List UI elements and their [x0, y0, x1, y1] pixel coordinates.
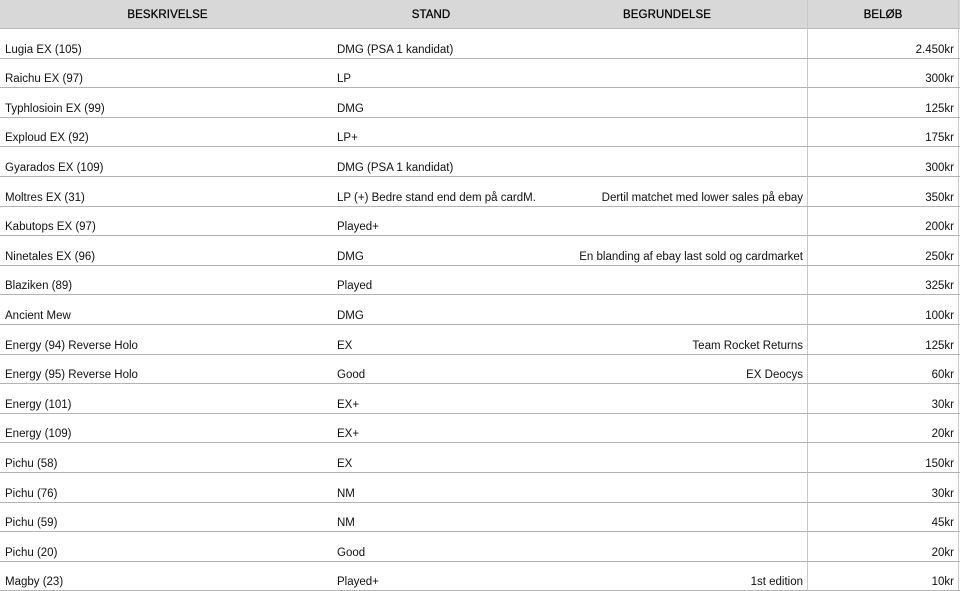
- table-row: [0, 59, 960, 89]
- header-condition[interactable]: STAND: [411, 9, 451, 21]
- table-row: [0, 295, 960, 325]
- cell-description[interactable]: Gyarados EX (109): [5, 161, 104, 174]
- cell-amount[interactable]: 2.450kr: [915, 43, 954, 56]
- cell-condition[interactable]: EX: [337, 457, 353, 470]
- cell-reason[interactable]: [520, 486, 803, 502]
- cell-amount[interactable]: 30kr: [931, 398, 954, 411]
- cell-condition[interactable]: Played+: [337, 576, 379, 589]
- cell-description[interactable]: Ancient Mew: [5, 309, 71, 322]
- cell-description[interactable]: Energy (109): [5, 428, 72, 441]
- cell-amount[interactable]: 325kr: [925, 280, 954, 293]
- cell-amount[interactable]: 175kr: [925, 132, 954, 145]
- cell-reason[interactable]: [520, 71, 803, 87]
- cell-amount[interactable]: 20kr: [931, 428, 954, 441]
- cell-description[interactable]: Moltres EX (31): [5, 191, 85, 204]
- cell-description[interactable]: Blaziken (89): [5, 280, 73, 293]
- cell-reason[interactable]: [520, 160, 803, 176]
- cell-condition[interactable]: LP: [337, 73, 352, 86]
- table-row: [0, 414, 960, 444]
- table-row: [0, 473, 960, 503]
- cell-amount[interactable]: 125kr: [925, 102, 954, 115]
- table-row: [0, 88, 960, 118]
- cell-condition[interactable]: Good: [337, 546, 366, 559]
- cell-amount[interactable]: 60kr: [931, 369, 954, 382]
- table-row: [0, 266, 960, 296]
- cell-description[interactable]: Pichu (20): [5, 546, 58, 559]
- cell-reason[interactable]: [520, 456, 803, 472]
- cell-description[interactable]: Kabutops EX (97): [5, 221, 96, 234]
- cell-amount[interactable]: 100kr: [925, 309, 954, 322]
- cell-description[interactable]: Exploud EX (92): [5, 132, 89, 145]
- cell-condition[interactable]: DMG (PSA 1 kandidat): [337, 161, 454, 174]
- cell-reason[interactable]: [520, 545, 803, 561]
- cell-reason[interactable]: [520, 397, 803, 413]
- cell-condition[interactable]: DMG (PSA 1 kandidat): [337, 43, 454, 56]
- cell-description[interactable]: Lugia EX (105): [5, 43, 82, 56]
- cell-amount[interactable]: 350kr: [925, 191, 954, 204]
- cell-reason[interactable]: Team Rocket Returns: [692, 339, 803, 352]
- table-row: [0, 325, 960, 355]
- cell-description[interactable]: Pichu (59): [5, 517, 58, 530]
- cell-amount[interactable]: 125kr: [925, 339, 954, 352]
- cell-condition[interactable]: Played+: [337, 221, 379, 234]
- table-row: [0, 532, 960, 562]
- table-row: [0, 443, 960, 473]
- cell-description[interactable]: Magby (23): [5, 576, 64, 589]
- cell-reason[interactable]: [520, 278, 803, 294]
- cell-amount[interactable]: 150kr: [925, 457, 954, 470]
- header-amount[interactable]: BELØB: [863, 9, 903, 21]
- cell-reason[interactable]: Dertil matchet med lower sales på ebay: [601, 191, 803, 204]
- cell-reason[interactable]: [520, 515, 803, 531]
- cell-reason[interactable]: [520, 130, 803, 146]
- table-row: [0, 236, 960, 266]
- table-row: [0, 355, 960, 385]
- cell-condition[interactable]: EX+: [337, 428, 360, 441]
- cell-condition[interactable]: Good: [337, 369, 366, 382]
- table-row: [0, 207, 960, 237]
- cell-amount[interactable]: 200kr: [925, 221, 954, 234]
- cell-amount[interactable]: 45kr: [931, 517, 954, 530]
- cell-condition[interactable]: EX+: [337, 398, 360, 411]
- table-row: [0, 177, 960, 207]
- table-row: [0, 562, 960, 591]
- header-reason[interactable]: BEGRUNDELSE: [622, 9, 711, 21]
- cell-condition[interactable]: DMG: [337, 250, 364, 263]
- cell-description[interactable]: Raichu EX (97): [5, 73, 83, 86]
- cell-amount[interactable]: 20kr: [931, 546, 954, 559]
- table-row: [0, 503, 960, 533]
- header-row: [0, 0, 960, 29]
- cell-condition[interactable]: LP (+) Bedre stand end dem på cardM.: [337, 191, 536, 204]
- table-row: [0, 384, 960, 414]
- cell-condition[interactable]: Played: [337, 280, 373, 293]
- cell-amount[interactable]: 300kr: [925, 73, 954, 86]
- table-row: [0, 147, 960, 177]
- cell-amount[interactable]: 250kr: [925, 250, 954, 263]
- cell-reason[interactable]: [520, 426, 803, 442]
- cell-description[interactable]: Ninetales EX (96): [5, 250, 96, 263]
- cell-reason[interactable]: [520, 42, 803, 58]
- table-row: [0, 29, 960, 59]
- cell-amount[interactable]: 30kr: [931, 487, 954, 500]
- cell-description[interactable]: Pichu (76): [5, 487, 58, 500]
- cell-reason[interactable]: [520, 308, 803, 324]
- cell-amount[interactable]: 300kr: [925, 161, 954, 174]
- cell-reason[interactable]: [520, 101, 803, 117]
- cell-amount[interactable]: 10kr: [931, 576, 954, 589]
- table-row: [0, 118, 960, 148]
- cell-reason[interactable]: EX Deocys: [746, 369, 803, 382]
- cell-description[interactable]: Energy (94) Reverse Holo: [5, 339, 138, 352]
- cell-reason[interactable]: En blanding af ebay last sold og cardmarket: [579, 250, 803, 263]
- cell-condition[interactable]: DMG: [337, 309, 364, 322]
- cell-condition[interactable]: LP+: [337, 132, 358, 145]
- cell-description[interactable]: Energy (95) Reverse Holo: [5, 369, 138, 382]
- cell-condition[interactable]: NM: [337, 517, 355, 530]
- cell-reason[interactable]: [520, 219, 803, 235]
- cell-condition[interactable]: DMG: [337, 102, 364, 115]
- cell-description[interactable]: Typhlosioin EX (99): [5, 102, 105, 115]
- cell-condition[interactable]: EX: [337, 339, 353, 352]
- cell-reason[interactable]: 1st edition: [750, 576, 803, 589]
- header-description[interactable]: BESKRIVELSE: [127, 9, 208, 21]
- cell-description[interactable]: Energy (101): [5, 398, 72, 411]
- cell-description[interactable]: Pichu (58): [5, 457, 58, 470]
- cell-condition[interactable]: NM: [337, 487, 355, 500]
